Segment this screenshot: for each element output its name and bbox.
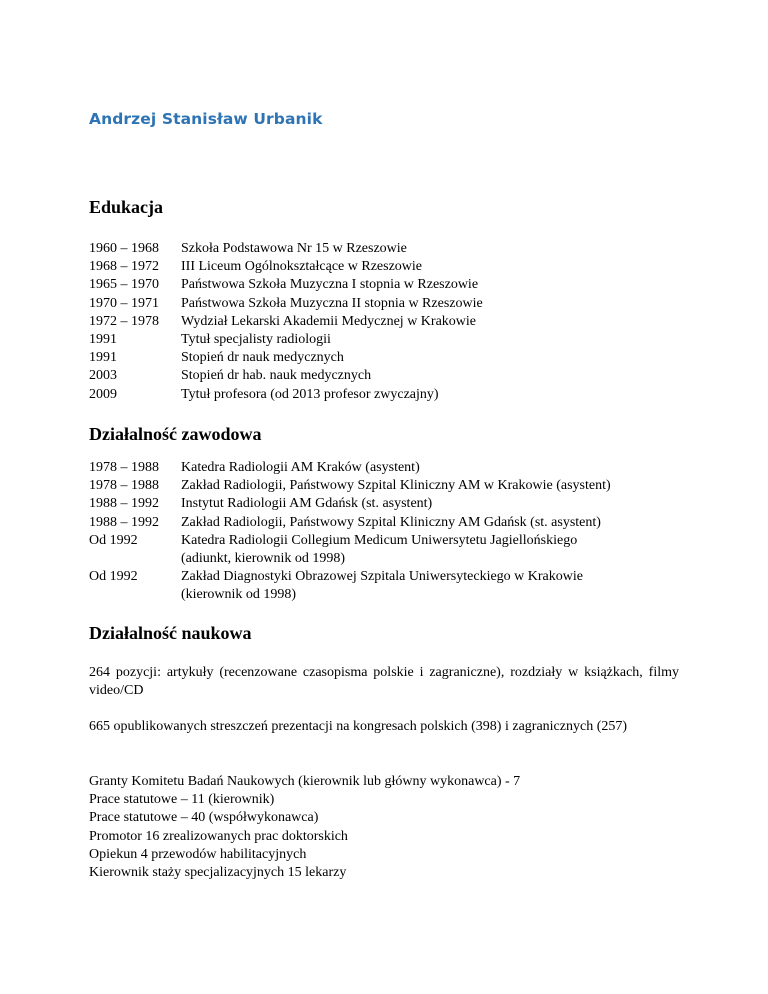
entry-text: III Liceum Ogólnokształcące w Rzeszowie (181, 259, 423, 275)
entry-period: 1978 – 1988 (89, 478, 159, 494)
research-item: Opiekun 4 przewodów habilitacyjnych (89, 846, 307, 862)
entry-text: Instytut Radiologii AM Gdańsk (st. asystent) (181, 496, 433, 512)
professional-list (89, 459, 679, 605)
entry-period: 2003 (89, 368, 117, 384)
professional-entry (89, 568, 679, 604)
entry-text-continued: (adiunkt, kierownik od 1998) (181, 551, 346, 567)
education-entry (89, 313, 679, 331)
professional-entry (89, 477, 679, 495)
education-entry (89, 240, 679, 258)
entry-period: Od 1992 (89, 569, 138, 585)
entry-text: Wydział Lekarski Akademii Medycznej w Krakowie (181, 313, 476, 329)
entry-text: Tytuł specjalisty radiologii (181, 332, 331, 348)
entry-text: Zakład Radiologii, Państwowy Szpital Kliniczny AM w Krakowie (asystent) (181, 478, 611, 494)
research-list (89, 773, 679, 882)
entry-text: Stopień dr nauk medycznych (181, 350, 344, 366)
entry-text: Szkoła Podstawowa Nr 15 w Rzeszowie (181, 241, 407, 256)
professional-entry (89, 459, 679, 477)
professional-entry (89, 532, 679, 568)
entry-text: Katedra Radiologii AM Kraków (asystent) (181, 460, 420, 475)
entry-period: 1991 (89, 350, 117, 366)
section-heading-education: Edukacja (89, 197, 164, 217)
entry-text: Stopień dr hab. nauk medycznych (181, 368, 372, 384)
entry-text: Państwowa Szkoła Muzyczna I stopnia w Rzeszowie (181, 277, 479, 293)
entry-period: 1960 – 1968 (89, 241, 159, 256)
professional-entry (89, 495, 679, 513)
section-heading-research: Działalność naukowa (89, 623, 252, 643)
entry-period: 1978 – 1988 (89, 460, 159, 475)
research-item: Granty Komitetu Badań Naukowych (kierownik lub główny wykonawca) - 7 (89, 774, 521, 789)
entry-period: 2009 (89, 386, 117, 402)
entry-period: Od 1992 (89, 532, 138, 548)
education-list (89, 240, 679, 404)
professional-entry (89, 514, 679, 532)
education-entry (89, 331, 679, 349)
education-entry (89, 276, 679, 294)
entry-period: 1972 – 1978 (89, 313, 159, 329)
entry-period: 1965 – 1970 (89, 277, 159, 293)
research-item: Prace statutowe – 11 (kierownik) (89, 792, 275, 808)
entry-text: Państwowa Szkoła Muzyczna II stopnia w Rzeszowie (181, 295, 483, 311)
document-title: Andrzej Stanisław Urbanik (89, 110, 323, 128)
entry-text: Zakład Radiologii, Państwowy Szpital Kliniczny AM Gdańsk (st. asystent) (181, 514, 601, 530)
education-entry (89, 386, 679, 404)
education-entry (89, 295, 679, 313)
research-publications-paragraph: 264 pozycji: artykuły (recenzowane czasopisma polskie i zagraniczne), rozdziały w książkach, filmy video/CD (89, 665, 679, 699)
research-item: Prace statutowe – 40 (współwykonawca) (89, 810, 319, 826)
entry-text: Katedra Radiologii Collegium Medicum Uniwersytetu Jagiellońskiego (181, 532, 578, 548)
entry-period: 1991 (89, 332, 117, 348)
education-entry (89, 367, 679, 385)
research-item: Kierownik staży specjalizacyjnych 15 lekarzy (89, 865, 347, 881)
education-entry (89, 258, 679, 276)
education-entry (89, 349, 679, 367)
section-heading-professional: Działalność zawodowa (89, 424, 262, 444)
entry-period: 1988 – 1992 (89, 514, 159, 530)
research-abstracts-paragraph: 665 opublikowanych streszczeń prezentacji na kongresach polskich (398) i zagranicznych (257) (89, 719, 628, 734)
entry-text-continued: (kierownik od 1998) (181, 587, 297, 603)
entry-text: Zakład Diagnostyki Obrazowej Szpitala Uniwersyteckiego w Krakowie (181, 569, 583, 585)
entry-text: Tytuł profesora (od 2013 profesor zwyczajny) (181, 386, 439, 402)
entry-period: 1970 – 1971 (89, 295, 159, 311)
research-item: Promotor 16 zrealizowanych prac doktorskich (89, 828, 348, 844)
entry-period: 1968 – 1972 (89, 259, 159, 275)
entry-period: 1988 – 1992 (89, 496, 159, 512)
